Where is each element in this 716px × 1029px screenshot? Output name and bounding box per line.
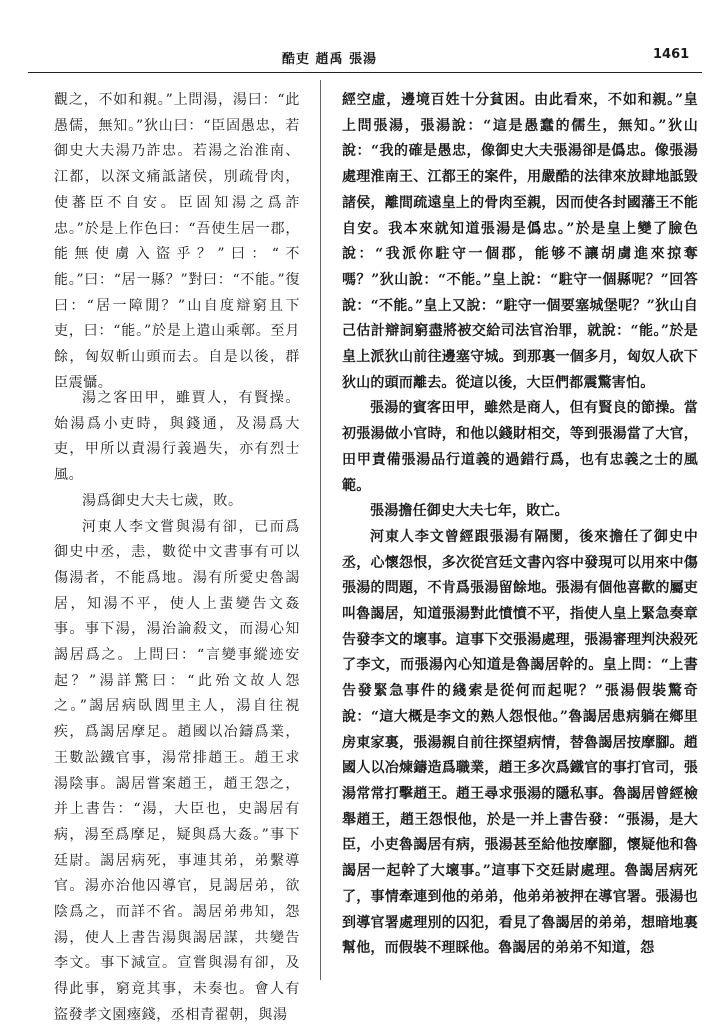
- page-number: 1461: [653, 47, 690, 62]
- left-column-block-2: [54, 386, 300, 1029]
- translation-paragraph: 經空虛，邊境百姓十分貧困。由此看來，不如和親。”皇上問張湯，張湯說：“這是愚蠢的儒生，無知。”狄山說：“我的確是愚忠，像御史大夫張湯卻是僞忠。像張湯處理淮南王、江都王的案件，用嚴酷的法律來放肆地詆毀諸侯，離間疏遠皇上的骨肉至親，因而使各封國藩王不能自安。我本來就知道張湯是僞忠。”於是皇上變了臉色說：“我派你駐守一個郡，能够不讓胡虜進來掠奪嗎？”狄山說：“不能。”皇上說：“駐守一個縣呢？”回答說：“不能。”皇上又說：“駐守一個要塞城堡呢？”狄山自己估計辯詞窮盡將被交給司法官治罪，就說：“能。”於是皇上派狄山前往邊塞守城。到那裏一個多月，匈奴人砍下狄山的頭而離去。從這以後，大臣們都震驚害怕。: [342, 92, 698, 391]
- translation-paragraph: 河東人李文曾經跟張湯有隔閡，後來擔任了御史中丞，心懷怨恨，多次從宫廷文書內容中發現可以用來中傷張湯的問題，不肯爲張湯留餘地。張湯有個他喜歡的屬吏叫魯謁居，知道張湯對此憤憤不平，指使人皇上緊急奏章告發李文的壞事。這事下交張湯處理，張湯審理判決殺死了李文，而張湯內心知道是魯謁居幹的。皇上問：“上書告發緊急事件的綫索是從何而起呢？”張湯假裝驚奇說：“這大概是李文的熟人怨恨他。”魯謁居患病躺在鄉里房東家裏，張湯親自前往探望病情，替魯謁居按摩腳。趙國人以冶煉鑄造爲職業，趙王多次爲鐵官的事打官司，張湯常常打擊趙王。趙王尋求張湯的隱私事。魯謁居曾經檢舉趙王，趙王怨恨他，於是一并上書告發：“張湯，是大臣，小吏魯謁居有病，張湯甚至給他按摩腳，懷疑他和魯謁居一起幹了大壞事。”這事下交廷尉處理。魯謁居病死了，事情牽連到他的弟弟，他弟弟被押在導官署。張湯也到導官署處理別的囚犯，看見了魯謁居的弟弟，想暗地裏幫他，而假裝不理睬他。魯謁居的弟弟不知道，怨: [342, 528, 698, 957]
- original-text-paragraph: 湯之客田甲，雖賈人，有賢操。始湯爲小吏時，與錢通，及湯爲大吏，甲所以責湯行義過失，亦有烈士風。: [54, 390, 300, 484]
- original-text-paragraph: 河東人李文嘗與湯有卻，已而爲御史中丞，恚，數從中文書事有可以傷湯者，不能爲地。湯有所愛史魯謁居，知湯不平，使人上蜚變告文姦事。事下湯，湯治論殺文，而湯心知謁居爲之。上問曰：“言變事縱迹安起？”湯詳驚曰：“此殆文故人怨之。”謁居病臥閭里主人，湯自往視疾，爲謁居摩足。趙國以冶鑄爲業，王數訟鐵官事，湯常排趙王。趙王求湯陰事。謁居嘗案趙王，趙王怨之，并上書告：“湯，大臣也，史謁居有病，湯至爲摩足，疑與爲大姦。”事下廷尉。謁居病死，事連其弟，弟繫導官。湯亦治他囚導官，見謁居弟，欲陰爲之，而詳不省。謁居弟弗知，怨湯，使人上書告湯與謁居謀，共變告李文。事下減宣。宣嘗與湯有卻，及得此事，窮竟其事，未奏也。會人有盜發孝文園瘞錢，丞相青翟朝，與湯: [54, 518, 300, 1023]
- translation-paragraph: 張湯擔任御史大夫七年，敗亡。: [370, 503, 569, 520]
- left-column-block-1: [54, 88, 300, 396]
- translation-paragraph: 張湯的賓客田甲，雖然是商人，但有賢良的節操。當初張湯做小官時，和他以錢財相交，等到張湯當了大官，田甲責備張湯品行道義的過錯行爲，也有忠義之士的風範。: [342, 400, 698, 494]
- original-text-paragraph: 湯爲御史大夫七歲，敗。: [82, 492, 243, 509]
- header-rule: [28, 72, 702, 73]
- original-text-paragraph: 觀之，不如和親。”上問湯，湯曰：“此愚儒，無知。”狄山曰：“臣固愚忠，若御史大夫湯乃詐忠。若湯之治淮南、江都，以深文痛詆諸侯，別疏骨肉，使蕃臣不自安。臣固知湯之爲詐忠。”於是上作色曰：“吾使生居一郡，能無使虜入盜乎？”曰：“不能。”曰：“居一縣？”對曰：“不能。”復曰：“居一障閒？”山自度辯窮且下吏，曰：“能。”於是上遣山乘鄣。至月餘，匈奴斬山頭而去。自是以後，群臣震懾。: [54, 92, 300, 391]
- running-header-title: 酷吏 趙禹 張湯: [282, 52, 378, 67]
- right-column-translation: [342, 88, 698, 962]
- column-divider: [320, 80, 321, 980]
